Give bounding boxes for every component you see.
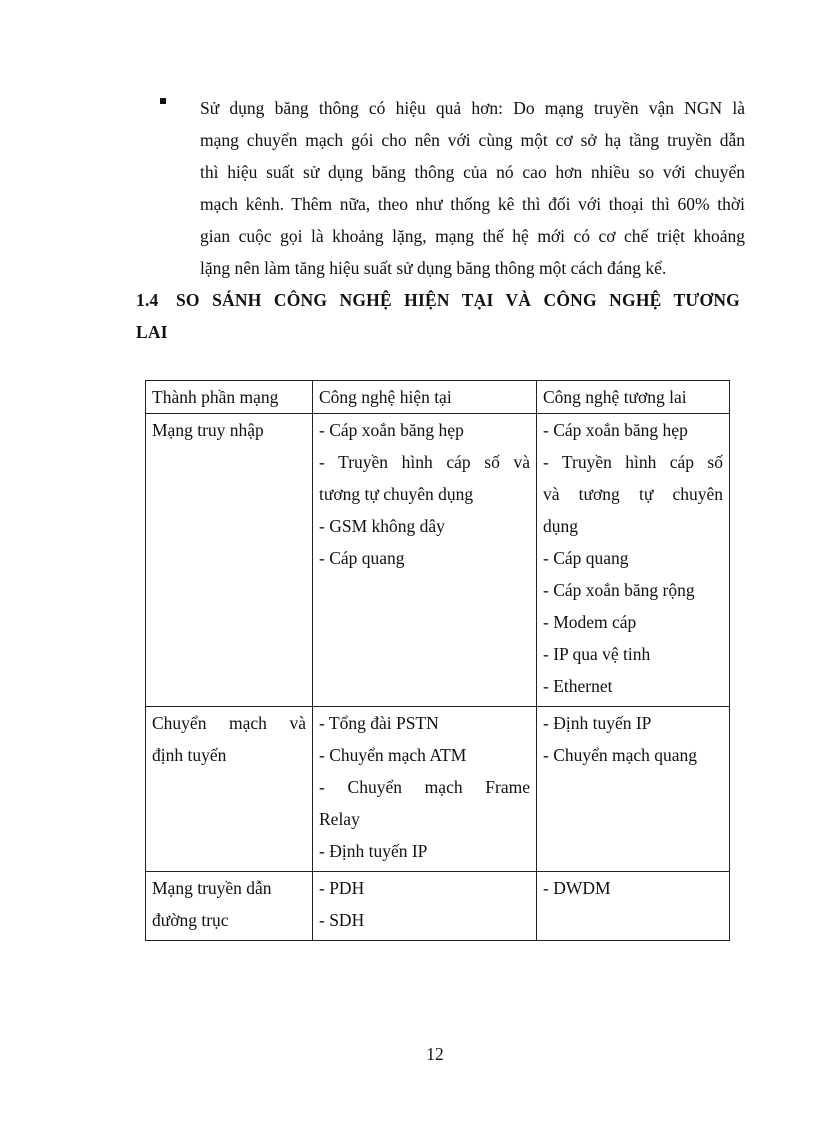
cell-current	[313, 707, 537, 872]
cell-component	[146, 414, 313, 707]
page-number: 12	[426, 1044, 444, 1064]
bullet-line: Sử dụng băng thông có hiệu quả hơn: Do mạng truyền vận NGN là	[200, 98, 745, 118]
bullet-line: mạng chuyển mạch gói cho nên với cùng một cơ sở hạ tầng truyền dẫn	[200, 130, 745, 150]
table-row-access-network	[146, 414, 730, 707]
table-row-backbone-transport	[146, 872, 730, 941]
cell-line: đường trục	[152, 910, 229, 930]
cell-line: - Chuyển mạch ATM	[319, 745, 467, 765]
cell-line: - Chuyển mạch Frame	[319, 777, 530, 797]
cell-line: - Cáp quang	[319, 548, 405, 568]
cell-line: - SDH	[319, 910, 365, 930]
cell-line: - Ethernet	[543, 676, 613, 696]
cell-line: và tương tự chuyên	[543, 484, 723, 504]
cell-future	[537, 707, 730, 872]
bullet-line: thì hiệu suất sử dụng băng thông của nó cao hơn nhiều so với chuyển	[200, 162, 745, 182]
cell-line: tương tự chuyên dụng	[319, 484, 474, 504]
cell-line: - Truyền hình cáp số và	[319, 452, 530, 472]
bullet-paragraph	[160, 92, 745, 284]
cell-line: - Cáp quang	[543, 548, 629, 568]
bullet-line: lặng nên làm tăng hiệu suất sử dụng băng thông một cách đáng kể.	[200, 258, 667, 278]
cell-line: Relay	[319, 809, 360, 829]
cell-future	[537, 872, 730, 941]
cell-line: - Chuyển mạch quang	[543, 745, 698, 765]
section-number: 1.4	[136, 290, 159, 310]
cell-line: - IP qua vệ tinh	[543, 644, 651, 664]
header-cell-future: Công nghệ tương lai	[537, 381, 730, 414]
cell-future	[537, 414, 730, 707]
cell-line: dụng	[543, 516, 578, 536]
cell-line: - Cáp xoắn băng rộng	[543, 580, 695, 600]
cell-line: - Định tuyến IP	[319, 841, 428, 861]
cell-line: định tuyến	[152, 745, 227, 765]
cell-line: - Truyền hình cáp số	[543, 452, 723, 472]
cell-current	[313, 414, 537, 707]
header-cell-current: Công nghệ hiện tại	[313, 381, 537, 414]
table-row-switching-routing	[146, 707, 730, 872]
cell-line: - PDH	[319, 878, 365, 898]
cell-line: Mạng truyền dẫn	[152, 878, 272, 898]
cell-line: - Định tuyến IP	[543, 713, 652, 733]
section-heading	[136, 284, 742, 348]
cell-line: - GSM không dây	[319, 516, 445, 536]
section-title-line1: SO SÁNH CÔNG NGHỆ HIỆN TẠI VÀ CÔNG NGHỆ TƯƠNG	[176, 290, 740, 310]
cell-line: - Cáp xoắn băng hẹp	[319, 420, 464, 440]
section-title-line2: LAI	[136, 322, 168, 342]
cell-current	[313, 872, 537, 941]
table-header-row	[146, 381, 730, 414]
cell-component	[146, 707, 313, 872]
cell-line: - Cáp xoắn băng hẹp	[543, 420, 688, 440]
comparison-table	[145, 380, 730, 941]
cell-line: - DWDM	[543, 878, 611, 898]
bullet-line: mạch kênh. Thêm nữa, theo như thống kê thì đối với thoại thì 60% thời	[200, 194, 745, 214]
bullet-line: gian cuộc gọi là khoảng lặng, mạng thế hệ mới có cơ chế triệt khoảng	[200, 226, 745, 246]
cell-line: Chuyển mạch và	[152, 713, 306, 733]
square-bullet-icon	[160, 98, 166, 104]
cell-component	[146, 872, 313, 941]
bullet-text	[200, 92, 745, 284]
cell-line: Mạng truy nhập	[152, 420, 264, 440]
header-cell-component: Thành phần mạng	[146, 381, 313, 414]
cell-line: - Tổng đài PSTN	[319, 713, 439, 733]
cell-line: - Modem cáp	[543, 612, 637, 632]
